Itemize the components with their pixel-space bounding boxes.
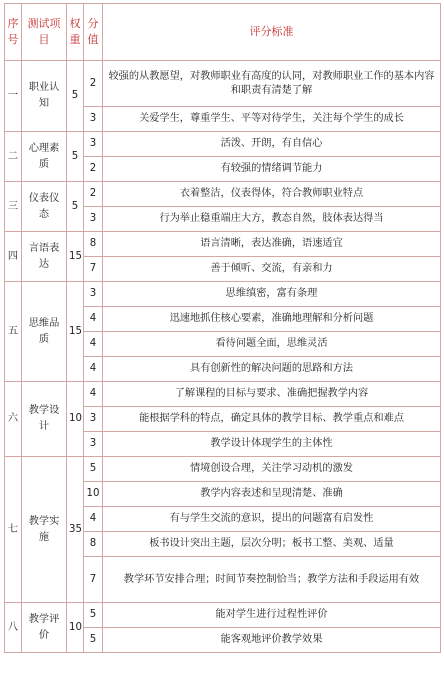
score-cell: 3 [84,282,103,307]
criteria-cell: 活泼、开朗，有自信心 [103,132,441,157]
header-row [5,4,441,61]
weight-cell: 15 [67,232,84,282]
criteria-cell: 有与学生交流的意识，提出的问题富有启发性 [103,507,441,532]
scoring-table [4,3,441,653]
criteria-cell: 板书设计突出主题，层次分明；板书工整、美观、适量 [103,532,441,557]
seq-cell: 六 [5,382,22,457]
weight-cell: 35 [67,457,84,603]
criteria-cell: 教学环节安排合理；时间节奏控制恰当；教学方法和手段运用有效 [103,557,441,603]
score-cell: 3 [84,107,103,132]
item-cell: 心理素质 [22,132,67,182]
score-cell: 8 [84,232,103,257]
criteria-cell: 情境创设合理，关注学习动机的激发 [103,457,441,482]
score-cell: 4 [84,307,103,332]
criteria-cell: 有较强的情绪调节能力 [103,157,441,182]
criteria-cell: 衣着整洁，仪表得体，符合教师职业特点 [103,182,441,207]
score-cell: 4 [84,507,103,532]
criteria-cell: 能客观地评价教学效果 [103,628,441,653]
score-cell: 3 [84,407,103,432]
table-row [5,603,441,628]
seq-cell: 七 [5,457,22,603]
seq-cell: 八 [5,603,22,653]
seq-cell: 三 [5,182,22,232]
score-cell: 8 [84,532,103,557]
seq-cell: 五 [5,282,22,382]
criteria-cell: 教学设计体现学生的主体性 [103,432,441,457]
item-cell: 言语表达 [22,232,67,282]
weight-cell: 10 [67,382,84,457]
criteria-cell: 较强的从教愿望，对教师职业有高度的认同，对教师职业工作的基本内容和职责有清楚了解 [103,61,441,107]
score-cell: 7 [84,257,103,282]
score-cell: 5 [84,628,103,653]
score-cell: 5 [84,603,103,628]
table-row [5,182,441,207]
criteria-cell: 能根据学科的特点，确定具体的教学目标、教学重点和难点 [103,407,441,432]
score-cell: 2 [84,157,103,182]
score-cell: 7 [84,557,103,603]
table-row [5,132,441,157]
table-body [5,61,441,653]
score-cell: 5 [84,457,103,482]
score-cell: 4 [84,332,103,357]
item-cell: 教学实施 [22,457,67,603]
criteria-cell: 语言清晰，表达准确，语速适宜 [103,232,441,257]
table-row [5,382,441,407]
score-cell: 3 [84,432,103,457]
weight-cell: 5 [67,182,84,232]
criteria-cell: 看待问题全面，思维灵活 [103,332,441,357]
weight-cell: 10 [67,603,84,653]
seq-cell: 二 [5,132,22,182]
criteria-cell: 善于倾听、交流，有亲和力 [103,257,441,282]
table-row [5,457,441,482]
table-row [5,232,441,257]
item-cell: 职业认知 [22,61,67,132]
criteria-cell: 了解课程的目标与要求、准确把握教学内容 [103,382,441,407]
header-weight: 权重 [67,4,84,61]
seq-cell: 四 [5,232,22,282]
criteria-cell: 迅速地抓住核心要素，准确地理解和分析问题 [103,307,441,332]
table-row [5,61,441,107]
header-item: 测试项目 [22,4,67,61]
item-cell: 仪表仪态 [22,182,67,232]
table-row [5,282,441,307]
criteria-cell: 行为举止稳重端庄大方，教态自然，肢体表达得当 [103,207,441,232]
score-cell: 2 [84,61,103,107]
score-cell: 4 [84,357,103,382]
score-cell: 10 [84,482,103,507]
score-cell: 4 [84,382,103,407]
weight-cell: 5 [67,132,84,182]
item-cell: 教学评价 [22,603,67,653]
score-cell: 3 [84,132,103,157]
header-seq: 序号 [5,4,22,61]
header-score: 分值 [84,4,103,61]
criteria-cell: 能对学生进行过程性评价 [103,603,441,628]
weight-cell: 5 [67,61,84,132]
weight-cell: 15 [67,282,84,382]
criteria-cell: 教学内容表述和呈现清楚、准确 [103,482,441,507]
seq-cell: 一 [5,61,22,132]
item-cell: 思维品质 [22,282,67,382]
header-criteria: 评分标准 [103,4,441,61]
criteria-cell: 关爱学生，尊重学生、平等对待学生，关注每个学生的成长 [103,107,441,132]
criteria-cell: 思维缜密，富有条理 [103,282,441,307]
score-cell: 2 [84,182,103,207]
score-cell: 3 [84,207,103,232]
item-cell: 教学设计 [22,382,67,457]
criteria-cell: 具有创新性的解决问题的思路和方法 [103,357,441,382]
